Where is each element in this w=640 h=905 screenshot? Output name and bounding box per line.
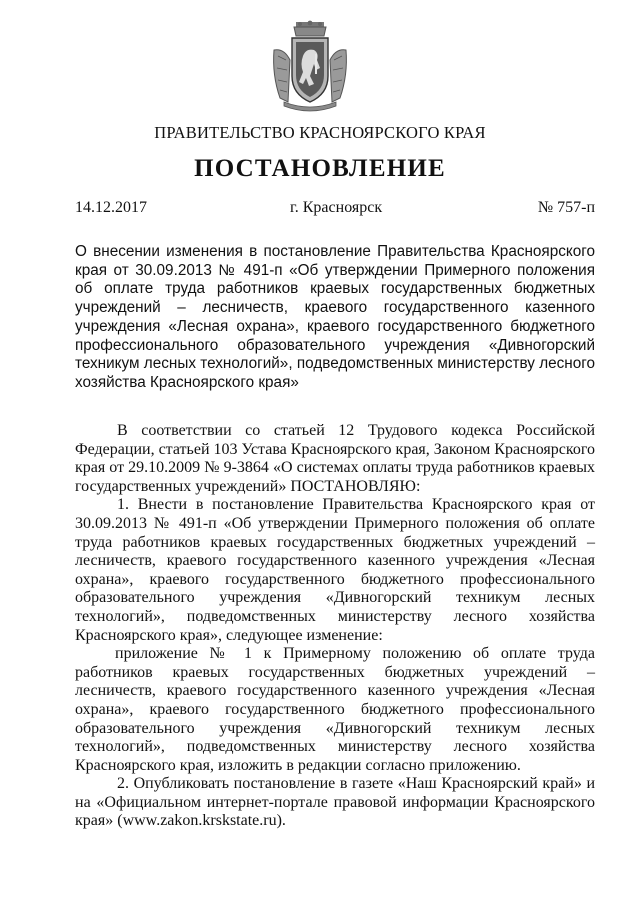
government-title: ПРАВИТЕЛЬСТВО КРАСНОЯРСКОГО КРАЯ [154, 123, 486, 142]
preamble-paragraph: В соответствии со статьей 12 Трудового кодекса Российской Федерации, статьей 103 Устава Красноярского края, Законом Красноярского края от 29.10.2009 № 9-3864 «О системах оплаты труда работников краевых государственных учреждений» ПОСТАНОВЛЯЮ: [75, 422, 595, 495]
document-body [75, 422, 595, 831]
item-1-subparagraph: приложение № 1 к Примерному положению об оплате труда работников краевых государственных бюджетных учреждений – лесничеств, краевого государственного казенного учреждения «Лесная охрана», краевого государственного бюджетного профессионального образовательного учреждения «Дивногорский техникум лесных технологий», подведомственных министерству лесного хозяйства Красноярского края, изложить в редакции согласно приложению. [75, 645, 595, 774]
item-2-paragraph: 2. Опубликовать постановление в газете «Наш Красноярский край» и на «Официальном интернет-портале правовой информации Красноярского края» (www.zakon.krskstate.ru). [75, 775, 595, 830]
document-type-title: ПОСТАНОВЛЕНИЕ [194, 155, 446, 182]
item-1-paragraph: 1. Внести в постановление Правительства Красноярского края от 30.09.2013 № 491-п «Об утверждении Примерного положения об оплате труда работников краевых государственных бюджетных учреждений – лесничеств, краевого государственного казенного учреждения «Лесная охрана», краевого государственного бюджетного профессионального образовательного учреждения «Дивногорский техникум лесных технологий», подведомственных министерству лесного хозяйства Красноярского края», следующее изменение: [75, 496, 595, 644]
coat-of-arms-icon [270, 20, 350, 112]
document-subject: О внесении изменения в постановление Правительства Красноярского края от 30.09.2013 № 491-п «Об утверждении Примерного положения об оплате труда работников краевых государственных бюджетных учреждений – лесничеств, краевого государственного казенного учреждения «Лесная охрана», краевого государственного бюджетного профессионального образовательного учреждения «Дивногорский техникум лесных технологий», подведомственных министерству лесного хозяйства Красноярского края» [75, 243, 595, 391]
document-number: № 757-п [537, 199, 595, 216]
document-date: 14.12.2017 [75, 199, 147, 216]
document-city: г. Красноярск [290, 199, 383, 216]
